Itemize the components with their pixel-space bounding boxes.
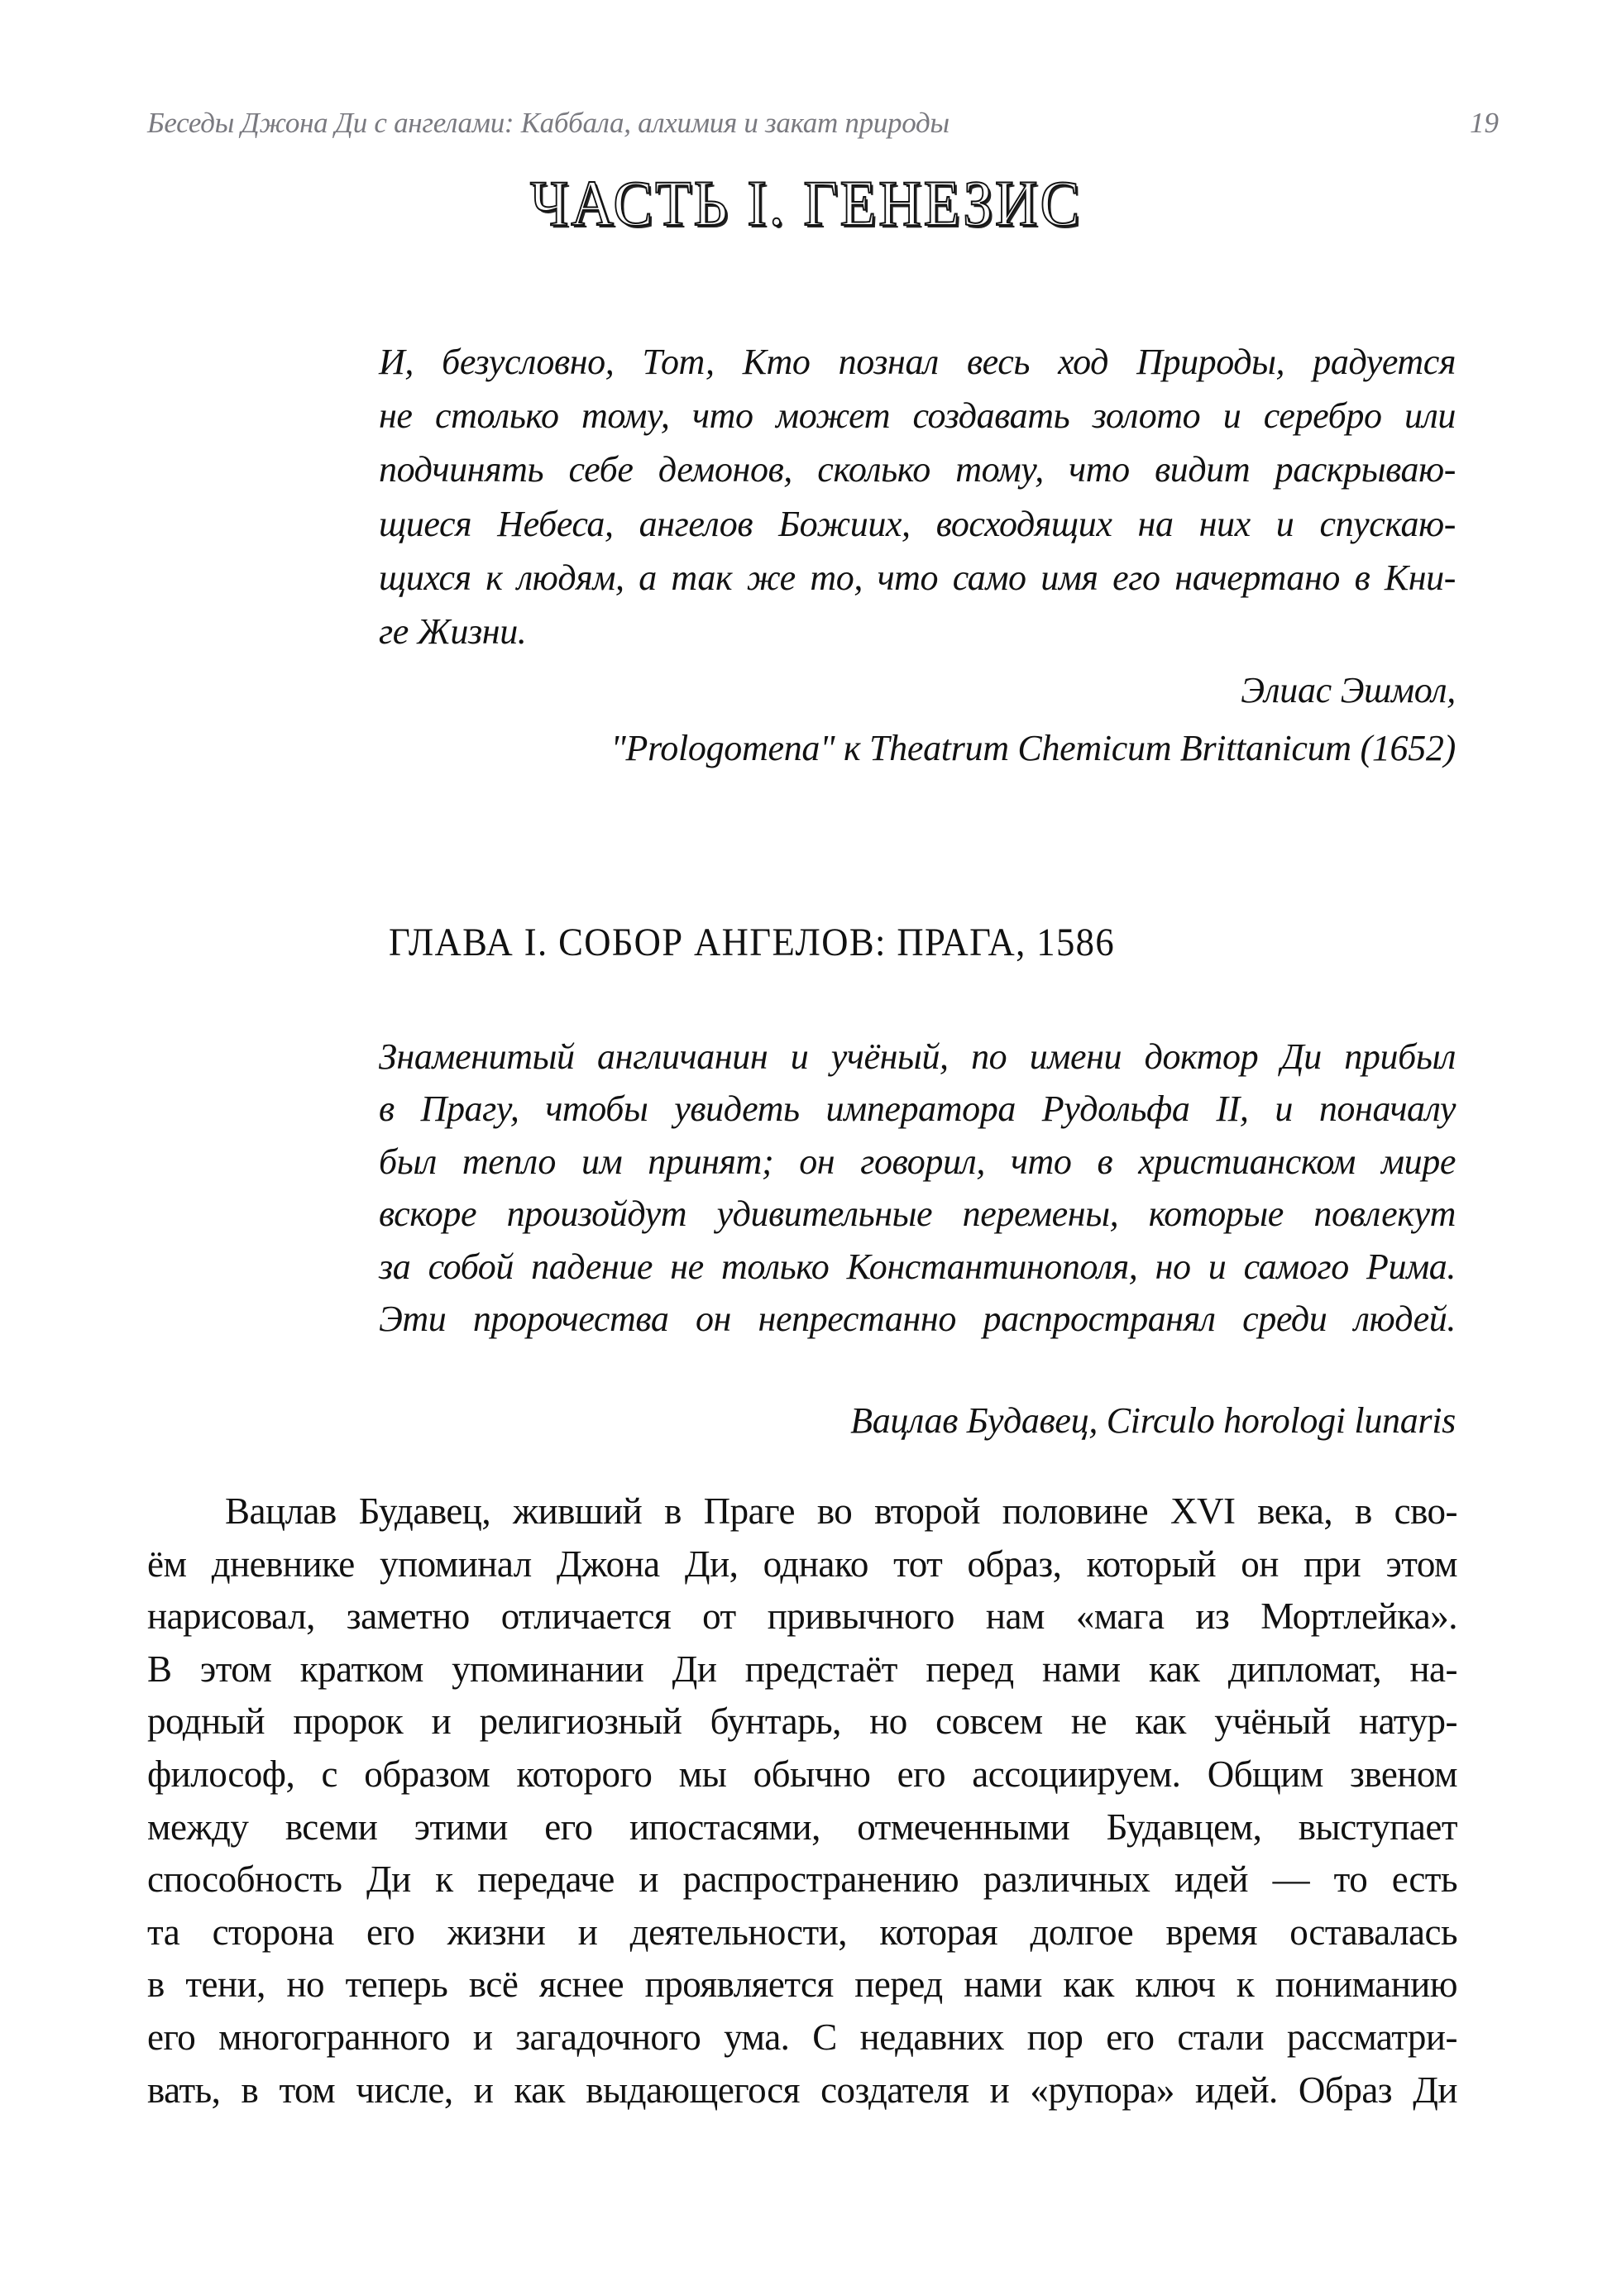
epigraph-attribution-ashmole <box>379 662 1456 777</box>
chapter-title: ГЛАВА I. СОБОР АНГЕЛОВ: ПРАГА, 1586 <box>389 921 1116 964</box>
running-title: Беседы Джона Ди с ангелами: Каббала, алхимия и закат природы <box>147 107 950 139</box>
epigraph-line: щихся к людям, а так же то, что само имя его начертано в Кни- <box>379 557 1456 598</box>
body-paragraph <box>147 1485 1457 2117</box>
body-line: между всеми этими его ипостасями, отмеченными Будавцем, выступает <box>147 1806 1457 1848</box>
epigraph-line: ге Жизни. <box>379 611 527 653</box>
part-title: ЧАСТЬ I. ГЕНЕЗИС <box>529 167 1083 239</box>
epigraph-line: за собой падение не только Константинополя, но и самого Рима. <box>379 1246 1456 1287</box>
epigraph-line: Знаменитый англичанин и учёный, по имени доктор Ди прибыл <box>379 1036 1456 1077</box>
epigraph-line: щиеся Небеса, ангелов Божиих, восходящих на них и спускаю- <box>379 503 1456 544</box>
body-line: вать, в том числе, и как выдающегося создателя и «рупора» идей. Образ Ди <box>147 2069 1457 2111</box>
epigraph-line: не столько тому, что может создавать золото и серебро или <box>379 395 1456 437</box>
epigraph-ashmole <box>379 335 1456 658</box>
body-line: способность Ди к передаче и распространению различных идей — то есть <box>147 1858 1457 1901</box>
epigraph-budovec <box>379 1031 1456 1345</box>
body-line: В этом кратком упоминании Ди предстаёт перед нами как дипломат, на- <box>147 1648 1457 1690</box>
body-line: та сторона его жизни и деятельности, которая долгое время оставалась <box>147 1911 1457 1953</box>
attribution-source: Вацлав Будавец, Circulo horologi lunaris <box>850 1400 1456 1441</box>
body-line: в тени, но теперь всё яснее проявляется перед нами как ключ к пониманию <box>147 1964 1457 2006</box>
body-line: Вацлав Будавец, живший в Праге во второй половине XVI века, в сво- <box>225 1490 1457 1532</box>
body-line: ём дневнике упоминал Джона Ди, однако тот образ, который он при этом <box>147 1543 1457 1585</box>
epigraph-line: Эти пророчества он непрестанно распространял среди людей. <box>379 1299 1456 1340</box>
epigraph-line: был тепло им принят; он говорил, что в христианском мире <box>379 1141 1456 1182</box>
epigraph-attribution-budovec <box>379 1392 1456 1450</box>
running-header <box>147 103 1499 144</box>
epigraph-line: в Прагу, чтобы увидеть императора Рудольфа II, и поначалу <box>379 1088 1456 1130</box>
body-line: его многогранного и загадочного ума. С недавних пор его стали рассматри- <box>147 2016 1457 2058</box>
epigraph-line: вскоре произойдут удивительные перемены, которые повлекут <box>379 1193 1456 1235</box>
body-line: нарисовал, заметно отличается от привычного нам «мага из Мортлейка». <box>147 1595 1457 1638</box>
body-line: родный пророк и религиозный бунтарь, но совсем не как учёный натур- <box>147 1700 1457 1743</box>
attribution-author: Элиас Эшмол, <box>1241 670 1456 710</box>
epigraph-line: подчинять себе демонов, сколько тому, что видит раскрываю- <box>379 449 1456 490</box>
attribution-source: "Prologomena" к Theatrum Chemicum Brittanicum (1652) <box>610 728 1456 768</box>
epigraph-line: И, безусловно, Тот, Кто познал весь ход Природы, радуется <box>379 342 1456 382</box>
page-number: 19 <box>1470 107 1499 139</box>
body-line: философ, с образом которого мы обычно его ассоциируем. Общим звеном <box>147 1753 1457 1795</box>
